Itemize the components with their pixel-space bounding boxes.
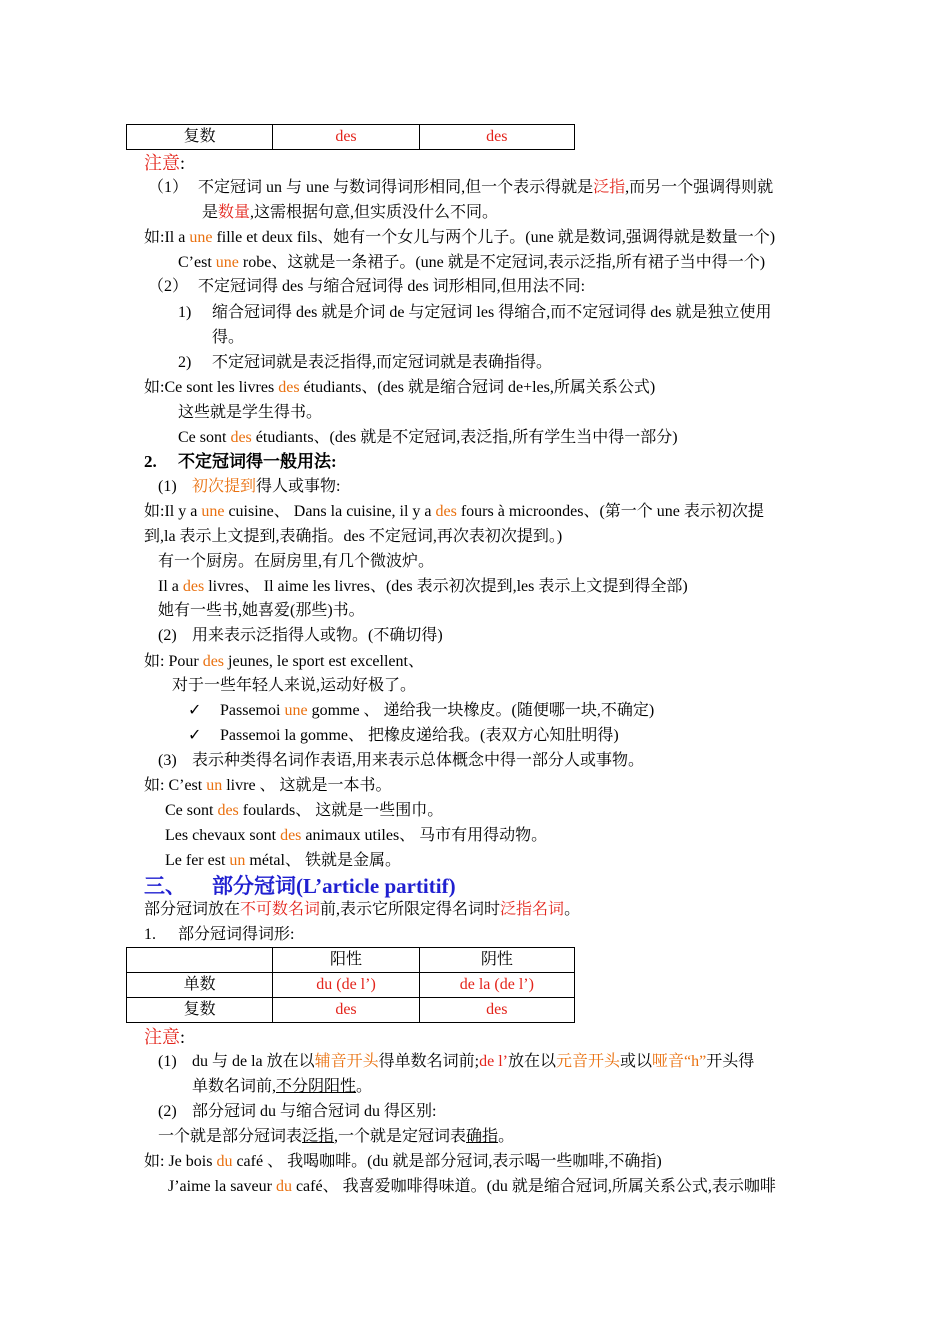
note-heading: 注意: — [144, 153, 186, 173]
text: 如: Pour — [144, 653, 203, 670]
note-1-cont — [202, 202, 498, 224]
translation: 对于一些年轻人来说,运动好极了。 — [172, 677, 417, 694]
table-header-cell: 阳性 — [273, 948, 419, 973]
text: 开头得 — [706, 1053, 755, 1070]
highlight: de l’ — [479, 1053, 508, 1070]
text: 单数名词前, — [192, 1078, 277, 1095]
text: étudiants、(des 就是不定冠词,表泛指,所有学生当中得一部分) — [251, 429, 678, 446]
table-cell: 单数 — [127, 973, 273, 998]
section-intro — [144, 899, 580, 921]
table-cell: 复数 — [127, 998, 273, 1023]
article: une — [189, 229, 213, 246]
text: livres、 Il aime les livres、(des 表示初次提到,les 表示上文提到得全部) — [204, 578, 688, 595]
highlight: 哑音“h” — [652, 1053, 707, 1070]
table-header-cell — [127, 948, 273, 973]
translation: 她有一些书,她喜爱(那些)书。 — [158, 602, 365, 619]
underlined-text: 确指 — [466, 1128, 499, 1145]
item-number: (2) — [158, 1103, 177, 1120]
article: des — [435, 503, 457, 520]
table-cell: des — [273, 125, 419, 150]
text: 得人或事物: — [256, 478, 341, 495]
text: 前,表示它所限定得名词时 — [320, 901, 501, 918]
text: 。 — [564, 901, 581, 918]
text: livre 、 这就是一本书。 — [222, 777, 392, 794]
text: 用来表示泛指得人或物。(不确切得) — [192, 627, 443, 644]
item-number: (1) — [158, 478, 177, 495]
usage-1 — [158, 476, 340, 498]
example — [178, 427, 678, 449]
table-cell: 复数 — [127, 125, 273, 150]
note-item-cont — [192, 1076, 372, 1098]
article: une — [215, 254, 239, 271]
text: gomme 、 递给我一块橡皮。(随便哪一块,不确定) — [307, 702, 655, 719]
partitive-table — [126, 947, 575, 1023]
text: fours à microondes、(第一个 une 表示初次提 — [456, 503, 764, 520]
text: café、 我喜爱咖啡得味道。(du 就是缩合冠词,所属关系公式,表示咖啡 — [291, 1178, 776, 1195]
text: Ce sont — [178, 429, 231, 446]
check-icon: ✓ — [188, 702, 202, 719]
article: une — [201, 503, 225, 520]
example — [178, 252, 765, 274]
highlight: 数量 — [218, 204, 251, 221]
note-1 — [148, 177, 773, 199]
highlight: 辅音开头 — [314, 1053, 379, 1070]
text: Il a — [158, 578, 183, 595]
example — [144, 227, 775, 249]
note-2 — [148, 276, 585, 298]
example — [144, 775, 392, 797]
note-heading: 注意: — [144, 1027, 186, 1047]
text: étudiants、(des 就是缩合冠词 de+les,所属关系公式) — [299, 379, 656, 396]
article: des — [230, 429, 252, 446]
note-label: 注意 — [144, 153, 180, 173]
text: 得单数名词前; — [378, 1053, 480, 1070]
highlight: 泛指名词 — [500, 901, 565, 918]
usage-3 — [158, 750, 644, 772]
section-number: 三、 — [144, 874, 186, 898]
text: 是 — [202, 204, 219, 221]
article: un — [206, 777, 223, 794]
note-item — [158, 1051, 754, 1073]
text: 不定冠词得 des 与缩合冠词得 des 词形相同,但用法不同: — [198, 278, 586, 295]
article: des — [217, 802, 239, 819]
example — [165, 850, 401, 872]
item-number: (1) — [158, 1053, 177, 1070]
check-icon: ✓ — [188, 727, 202, 744]
article: des — [182, 578, 205, 595]
text: fille et deux fils、她有一个女儿与两个儿子。(une 就是数词,强调得就是数量一个) — [212, 229, 776, 246]
item-number: (2) — [158, 627, 177, 644]
difference — [158, 1126, 514, 1148]
article: des — [278, 379, 300, 396]
example — [165, 800, 443, 822]
text: 如: C’est — [144, 777, 207, 794]
subsection — [144, 924, 294, 946]
text: 或以 — [620, 1053, 653, 1070]
highlight: 元音开头 — [556, 1053, 621, 1070]
text: 表示种类得名词作表语,用来表示总体概念中得一部分人或事物。 — [192, 752, 645, 769]
text: Passemoi — [220, 702, 285, 719]
table-cell: du (de l’) — [273, 973, 419, 998]
section-heading — [144, 872, 456, 900]
example — [144, 1151, 662, 1173]
text: 一个就是部分冠词表 — [158, 1128, 303, 1145]
highlight: 泛指 — [593, 179, 626, 196]
text: 如:Ce sont les livres — [144, 379, 279, 396]
item-number: 1) — [178, 304, 192, 321]
note-2-2 — [178, 352, 552, 374]
section-heading — [144, 451, 337, 473]
example — [144, 501, 764, 523]
text: 如:Il y a — [144, 503, 202, 520]
note-2-1-cont: 得。 — [212, 329, 245, 346]
table-row — [127, 948, 575, 973]
text: Les chevaux sont — [165, 827, 281, 844]
table-cell: des — [273, 998, 419, 1023]
text: ,这需根据句意,但实质没什么不同。 — [250, 204, 499, 221]
text: Ce sont — [165, 802, 218, 819]
note-label: 注意 — [144, 1027, 180, 1047]
underlined-text: 泛指 — [302, 1128, 335, 1145]
text: 部分冠词 du 与缩合冠词 du 得区别: — [192, 1103, 437, 1120]
text: 不定冠词 un 与 une 与数词得词形相同,但一个表示得就是 — [198, 179, 594, 196]
article: du — [275, 1178, 292, 1195]
text: 缩合冠词得 des 就是介词 de 与定冠词 les 得缩合,而不定冠词得 des 就是独立使用 — [212, 304, 772, 321]
text: métal、 铁就是金属。 — [245, 852, 401, 869]
article: des — [202, 653, 225, 670]
table-cell: de la (de l’) — [419, 973, 574, 998]
article: un — [229, 852, 246, 869]
text: 放在以 — [508, 1053, 557, 1070]
text: Passemoi la gomme、 把橡皮递给我。(表双方心知肚明得) — [220, 727, 619, 744]
example-cont: 到,la 表示上文提到,表确指。des 不定冠词,再次表初次提到。) — [144, 528, 563, 545]
text: 部分冠词放在 — [144, 901, 241, 918]
text: du 与 de la 放在以 — [192, 1053, 315, 1070]
table-row — [127, 998, 575, 1023]
text: foulards、 这就是一些围巾。 — [238, 802, 444, 819]
text: cuisine、 Dans la cuisine, il y a — [224, 503, 436, 520]
example — [144, 651, 424, 673]
highlight: 初次提到 — [192, 478, 257, 495]
text: Le fer est — [165, 852, 230, 869]
table-cell: des — [419, 125, 574, 150]
table-row — [127, 973, 575, 998]
table-cell: des — [419, 998, 574, 1023]
text: 。 — [356, 1078, 373, 1095]
item-number: （1） — [148, 179, 189, 196]
text: 部分冠词得词形: — [178, 926, 295, 943]
note-2-1 — [178, 302, 772, 324]
table-row — [127, 125, 575, 150]
example — [168, 1176, 776, 1198]
translation: 这些就是学生得书。 — [178, 404, 323, 421]
highlight: 不可数名词 — [240, 901, 321, 918]
plural-table — [126, 124, 575, 150]
example — [165, 825, 547, 847]
text: C’est — [178, 254, 216, 271]
note-item — [158, 1101, 436, 1123]
example — [158, 576, 688, 598]
item-number: 1. — [144, 926, 156, 943]
text: robe、这就是一条裙子。(une 就是不定冠词,表示泛指,所有裙子当中得一个) — [238, 254, 766, 271]
text: J’aime la saveur — [168, 1178, 276, 1195]
check-item — [188, 725, 619, 747]
article: une — [284, 702, 308, 719]
text: ,而另一个强调得则就 — [625, 179, 774, 196]
section-number: 2. — [144, 452, 157, 471]
section-title: 不定冠词得一般用法: — [178, 452, 337, 471]
translation: 有一个厨房。在厨房里,有几个微波炉。 — [158, 553, 435, 570]
article: du — [216, 1153, 233, 1170]
text: 如:Il a — [144, 229, 190, 246]
item-number: (3) — [158, 752, 177, 769]
example — [144, 377, 655, 399]
text: jeunes, le sport est excellent、 — [224, 653, 424, 670]
item-number: （2） — [148, 278, 189, 295]
text: animaux utiles、 马市有用得动物。 — [301, 827, 548, 844]
table-header-cell: 阴性 — [419, 948, 574, 973]
article: des — [280, 827, 302, 844]
text: 如: Je bois — [144, 1153, 217, 1170]
underlined-text: 不分阴阳性 — [276, 1078, 357, 1095]
text: 。 — [498, 1128, 515, 1145]
item-number: 2) — [178, 354, 192, 371]
text: 不定冠词就是表泛指得,而定冠词就是表确指得。 — [212, 354, 553, 371]
check-item — [188, 700, 654, 722]
text: café 、 我喝咖啡。(du 就是部分冠词,表示喝一些咖啡,不确指) — [232, 1153, 662, 1170]
text: ,一个就是定冠词表 — [334, 1128, 467, 1145]
usage-2 — [158, 625, 443, 647]
section-title: 部分冠词(L’article partitif) — [212, 874, 456, 898]
